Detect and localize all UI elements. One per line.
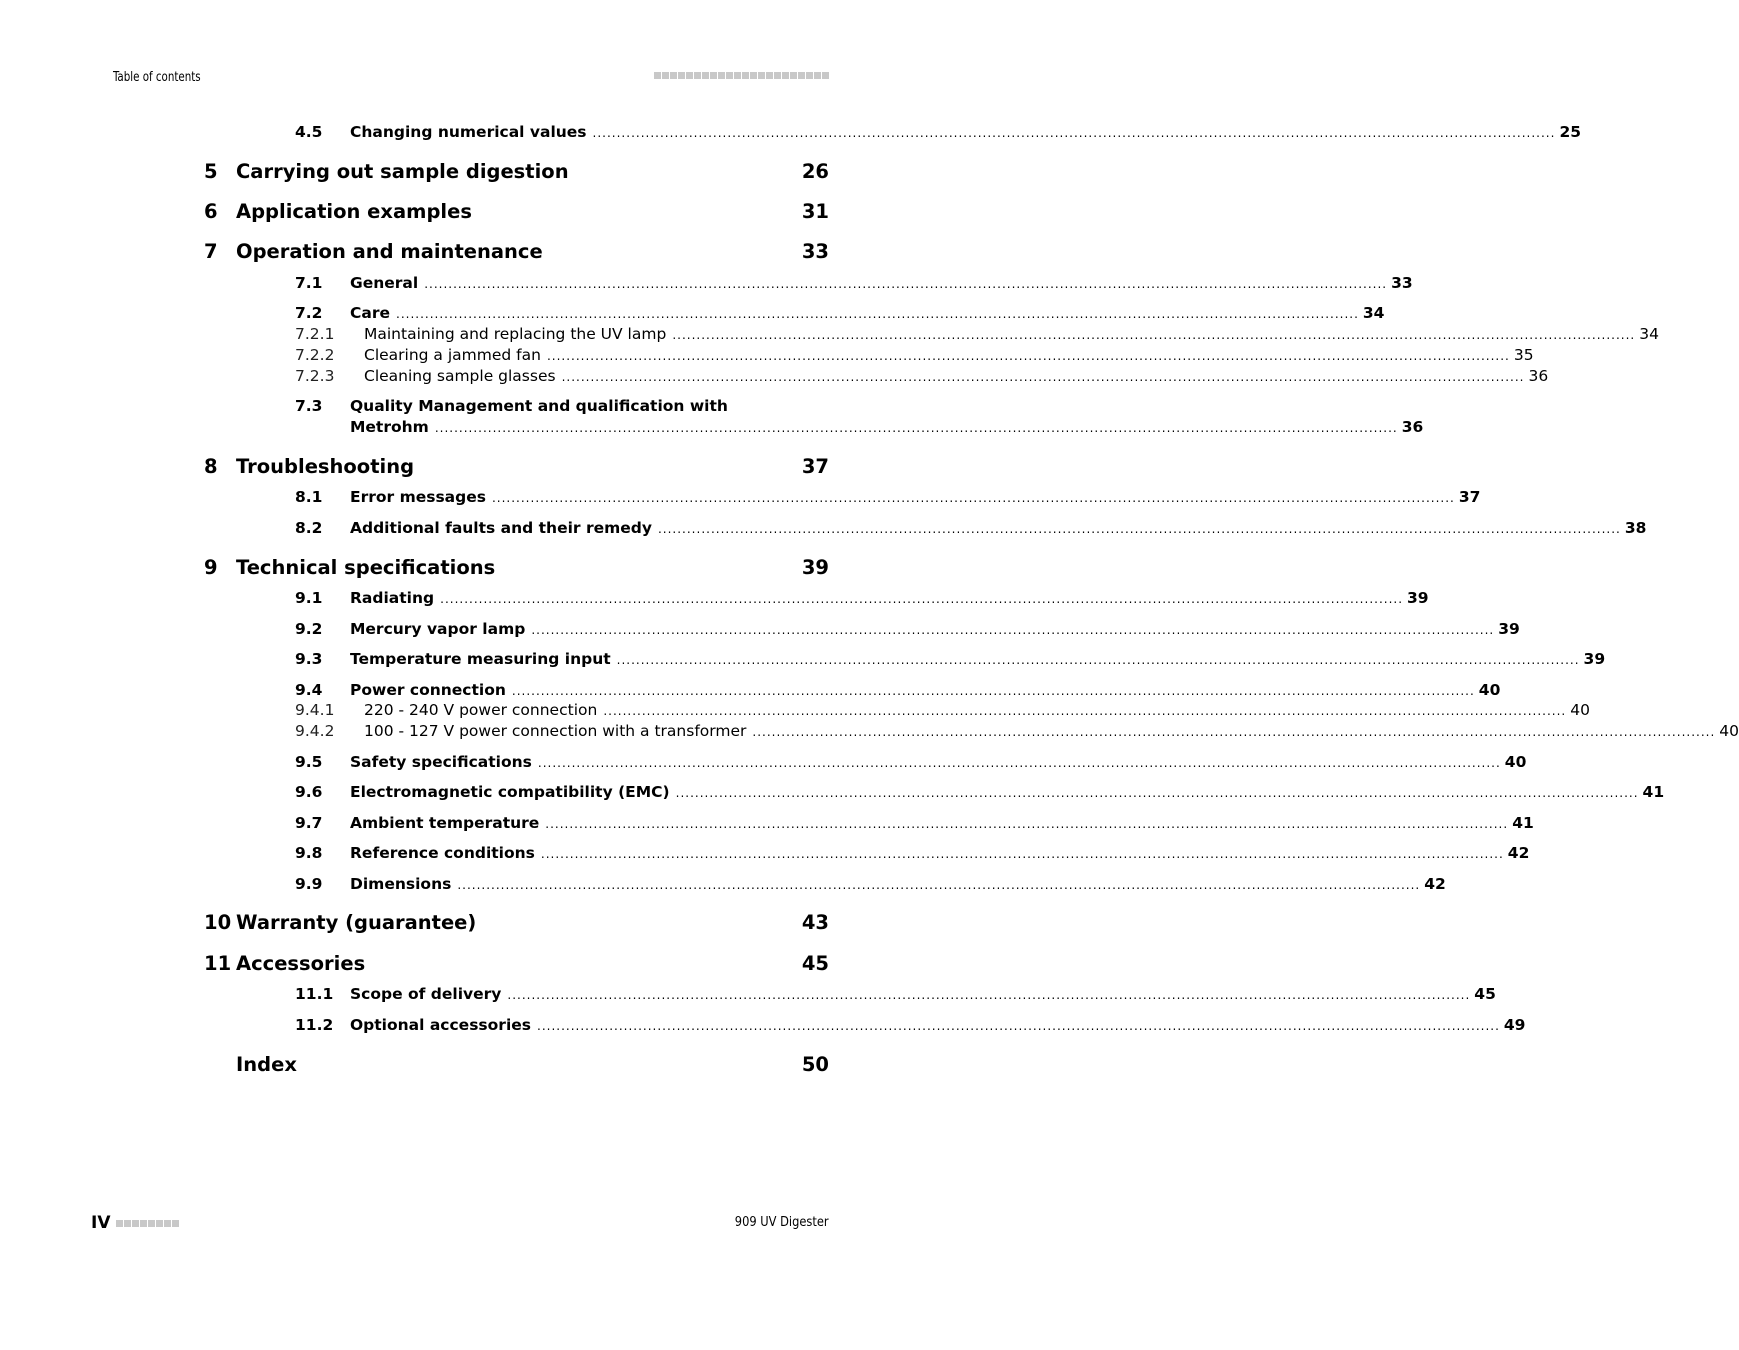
leader-dots: ........................................................................................................................................................................................................ [511,684,1475,698]
leader-dots: ........................................................................................................................................................................................................ [396,307,1359,321]
toc-page: 42 [1424,875,1446,893]
toc-number: 9 [204,556,218,579]
running-header-title: Table of contents [113,70,201,85]
toc-title-line1: Quality Management and qualification with [350,397,728,415]
toc-page: 43 [801,911,829,934]
footer-page-number [91,1213,179,1233]
toc-page: 49 [1503,1016,1526,1034]
toc-title: Carrying out sample digestion [236,160,569,183]
toc-number: 7.2.1 [295,325,335,343]
toc-number: 8.2 [295,519,323,537]
page-number: IV [91,1213,111,1233]
toc-page: 26 [801,160,829,183]
toc-chapter-9[interactable] [0,555,954,581]
toc-title: Error messages [350,488,486,506]
leader-dots: ........................................................................................................................................................................................................ [616,653,1580,667]
toc-number: 9.6 [295,783,323,801]
toc-page: 41 [1642,783,1665,801]
toc-entry-11-2[interactable] [0,1014,1526,1036]
leader-dots: ........................................................................................................................................................................................................ [592,126,1556,140]
leader-dots: ........................................................................................................................................................................................................ [540,847,1504,861]
leader-dots: ........................................................................................................................................................................................................ [657,522,1621,536]
leader-dots: ........................................................................................................................................................................................................ [434,421,1398,435]
toc-number: 8.1 [295,488,323,506]
toc-entry-7-1[interactable] [0,272,1413,294]
toc-entry-7-3-cont[interactable] [0,416,1424,438]
toc-title: Scope of delivery [350,985,502,1003]
toc-title: Optional accessories [350,1016,531,1034]
toc-number: 7.3 [295,397,323,415]
toc-entry-7-2-3[interactable] [0,366,1549,387]
toc-number: 9.1 [295,589,323,607]
toc-page: 40 [1504,753,1527,771]
toc-title: Application examples [236,200,472,223]
leader-dots: ........................................................................................................................................................................................................ [491,491,1455,505]
toc-title: Mercury vapor lamp [350,620,526,638]
toc-number: 9.7 [295,814,323,832]
toc-page: 25 [1559,123,1582,141]
leader-dots: ........................................................................................................................................................................................................ [752,725,1716,739]
toc-page: 34 [1639,325,1659,343]
toc-page: 31 [801,200,829,223]
toc-index[interactable] [0,1052,954,1078]
toc-page: 41 [1512,814,1534,832]
toc-entry-9-9[interactable] [0,873,1446,895]
toc-page: 39 [801,556,829,579]
toc-number: 9.4.2 [295,722,335,740]
toc-title: 220 - 240 V power connection [364,701,598,719]
toc-number: 4.5 [295,123,323,141]
toc-entry-7-3[interactable] [0,395,954,417]
toc-page: 42 [1507,844,1530,862]
toc-number: 7.2.3 [295,367,335,385]
toc-title: Clearing a jammed fan [364,346,541,364]
toc-title: Radiating [350,589,435,607]
toc-page: 45 [801,952,829,975]
toc-chapter-5[interactable] [0,159,954,185]
toc-number: 6 [204,200,218,223]
toc-entry-9-5[interactable] [0,751,1527,773]
toc-page: 36 [1401,418,1424,436]
leader-dots: ........................................................................................................................................................................................................ [675,786,1639,800]
toc-page: 37 [801,455,829,478]
leader-dots: ........................................................................................................................................................................................................ [424,277,1388,291]
leader-dots: ........................................................................................................................................................................................................ [561,370,1525,384]
toc-page: 34 [1362,304,1385,322]
toc-title: Troubleshooting [236,455,415,478]
toc-entry-9-7[interactable] [0,812,1534,834]
toc-title: General [350,274,419,292]
toc-number: 9.3 [295,650,323,668]
toc-number: 5 [204,160,218,183]
toc-entry-9-1[interactable] [0,587,1429,609]
toc-number: 9.4.1 [295,701,335,719]
leader-dots: ........................................................................................................................................................................................................ [603,704,1567,718]
toc-page: 50 [801,1053,829,1076]
toc-title: Technical specifications [236,556,496,579]
leader-dots: ........................................................................................................................................................................................................ [546,349,1510,363]
toc-title: Electromagnetic compatibility (EMC) [350,783,670,801]
toc-entry-7-2-1[interactable] [0,324,1659,345]
toc-number: 11.2 [295,1016,334,1034]
toc-number: 7.2 [295,304,323,322]
toc-page: 40 [1478,681,1501,699]
leader-dots: ........................................................................................................................................................................................................ [531,623,1495,637]
toc-title: Changing numerical values [350,123,587,141]
leader-dots: ........................................................................................................................................................................................................ [507,988,1471,1002]
leader-dots: ........................................................................................................................................................................................................ [672,328,1636,342]
toc-number: 9.5 [295,753,323,771]
leader-dots: ........................................................................................................................................................................................................ [537,1019,1500,1033]
toc-number: 7.1 [295,274,323,292]
toc-number: 11 [204,952,232,975]
toc-entry-9-4[interactable] [0,679,1501,701]
toc-number: 9.8 [295,844,323,862]
toc-title: Ambient temperature [350,814,540,832]
toc-page: 37 [1458,488,1481,506]
leader-dots: ........................................................................................................................................................................................................ [537,756,1501,770]
toc-entry-11-1[interactable] [0,983,1496,1005]
toc-chapter-7[interactable] [0,239,954,265]
toc-title: Dimensions [350,875,452,893]
toc-entry-9-6[interactable] [0,781,1665,803]
toc-chapter-6[interactable] [0,199,954,225]
toc-title: 100 - 127 V power connection with a transformer [364,722,747,740]
leader-dots: ........................................................................................................................................................................................................ [545,817,1509,831]
toc-number: 11.1 [295,985,334,1003]
leader-dots: ........................................................................................................................................................................................................ [457,878,1421,892]
toc-chapter-8[interactable] [0,454,954,480]
toc-title: Maintaining and replacing the UV lamp [364,325,667,343]
toc-title: Additional faults and their remedy [350,519,652,537]
toc-title: Power connection [350,681,506,699]
toc-page: 39 [1498,620,1520,638]
toc-entry-9-3[interactable] [0,648,1606,670]
toc-title: Reference conditions [350,844,535,862]
toc-entry-4-5[interactable] [0,121,1582,143]
leader-dots: ........................................................................................................................................................................................................ [440,592,1404,606]
footer-product-name: 909 UV Digester [735,1215,829,1230]
toc-entry-7-2-2[interactable] [0,345,1534,366]
toc-number: 7 [204,240,218,263]
toc-chapter-11[interactable] [0,951,954,977]
toc-page: 38 [1624,519,1647,537]
toc-number: 10 [204,911,232,934]
toc-page: 33 [1391,274,1413,292]
toc-page: 45 [1474,985,1496,1003]
toc-title: Accessories [236,952,366,975]
toc-title: Cleaning sample glasses [364,367,556,385]
toc-page: 33 [801,240,829,263]
toc-entry-8-1[interactable] [0,486,1481,508]
toc-chapter-10[interactable] [0,910,954,936]
toc-page: 40 [1570,701,1590,719]
toc-title: Index [236,1053,297,1076]
toc-entry-9-8[interactable] [0,842,1530,864]
toc-number: 7.2.2 [295,346,335,364]
toc-page: 40 [1719,722,1739,740]
footer-decoration [116,1220,179,1227]
toc-title: Safety specifications [350,753,532,771]
toc-page: 36 [1528,367,1549,385]
toc-page: 39 [1407,589,1429,607]
toc-title: Operation and maintenance [236,240,543,263]
toc-entry-7-2[interactable] [0,302,1385,324]
toc-number: 9.2 [295,620,323,638]
toc-entry-9-2[interactable] [0,618,1520,640]
toc-number: 8 [204,455,218,478]
toc-number: 9.9 [295,875,323,893]
toc-title-line2: Metrohm [350,418,429,436]
toc-title: Care [350,304,390,322]
header-decoration [654,72,829,79]
toc-entry-8-2[interactable] [0,517,1647,539]
toc-title: Warranty (guarantee) [236,911,477,934]
toc-page: 39 [1583,650,1606,668]
toc-number: 9.4 [295,681,323,699]
toc-entry-9-4-2[interactable] [0,721,1739,742]
toc-title: Temperature measuring input [350,650,611,668]
toc-entry-9-4-1[interactable] [0,700,1590,721]
toc-page: 35 [1513,346,1534,364]
